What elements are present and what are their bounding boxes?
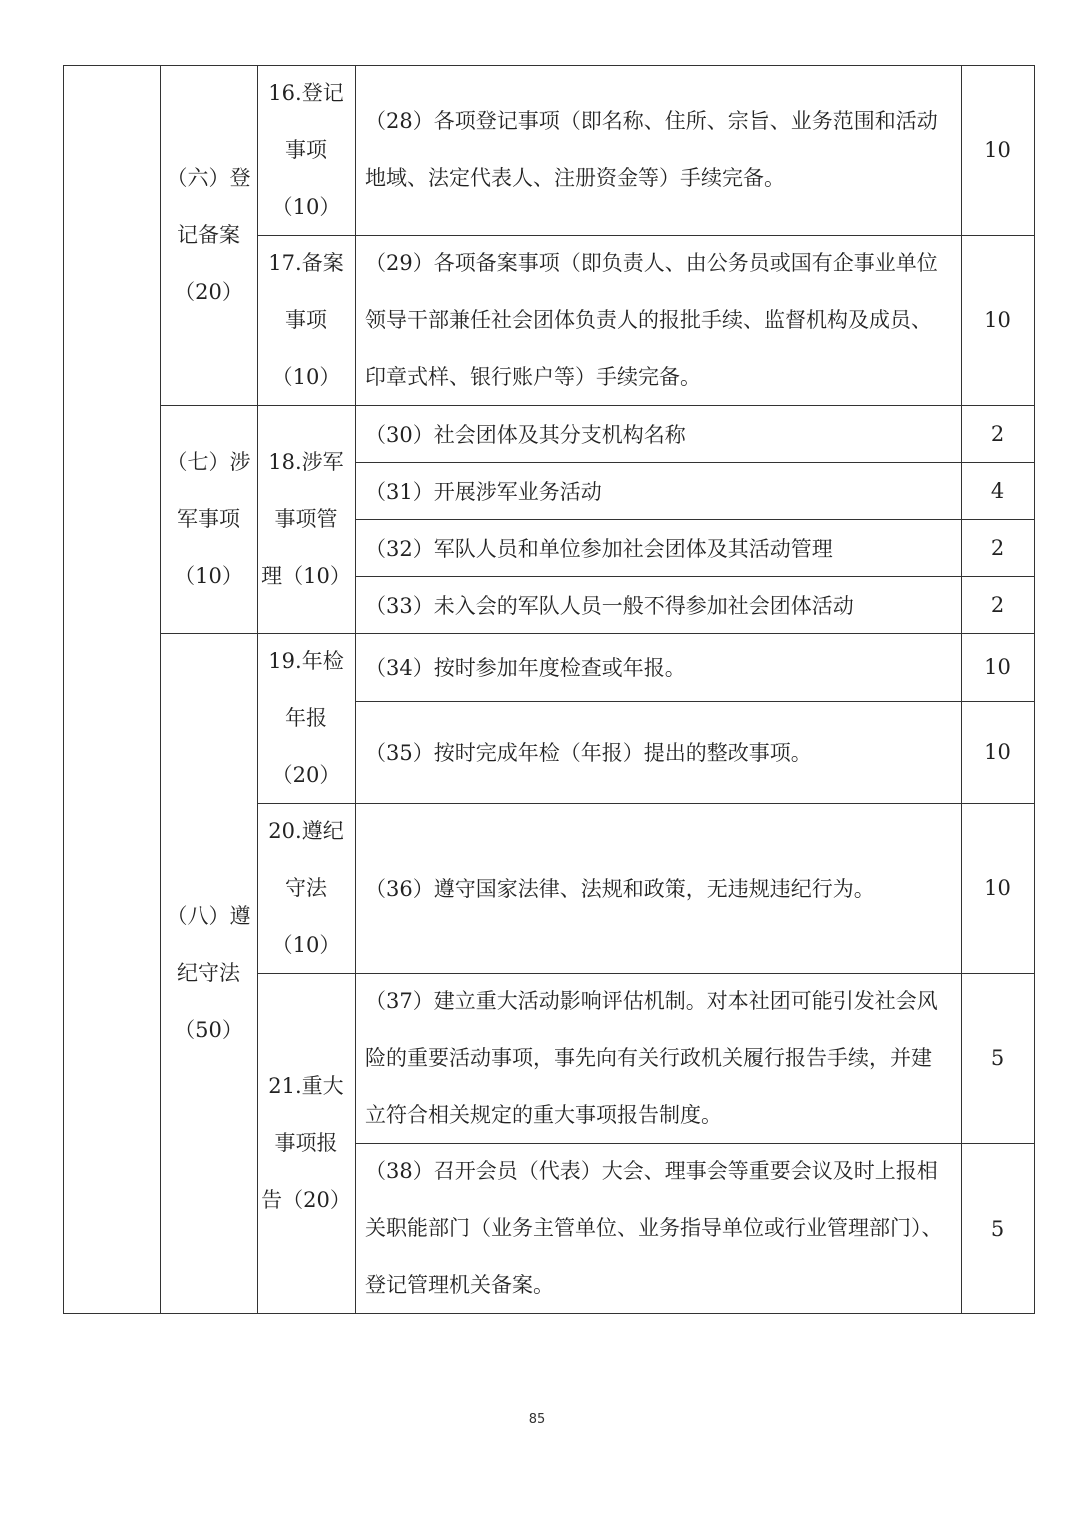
criterion-text: （38）召开会员（代表）大会、理事会等重要会议及时上报相 关职能部门（业务主管单位、业务指导单位或行业管理部门）、 登记管理机关备案。 xyxy=(365,1159,943,1297)
criterion-cell xyxy=(355,519,961,576)
score-cell xyxy=(961,973,1034,1143)
score-value: 5 xyxy=(990,1216,1005,1241)
item-cell xyxy=(257,65,355,235)
category-cell xyxy=(160,65,257,405)
score-value: 10 xyxy=(984,308,1011,332)
item-cell xyxy=(257,973,355,1314)
score-cell xyxy=(961,803,1034,973)
score-value: 10 xyxy=(984,138,1011,162)
criterion-cell xyxy=(355,235,961,405)
criterion-cell xyxy=(355,973,961,1143)
score-value: 10 xyxy=(984,655,1011,679)
criterion-cell xyxy=(355,803,961,973)
score-cell xyxy=(961,1143,1034,1314)
item-cell xyxy=(257,803,355,973)
score-value: 10 xyxy=(984,876,1011,900)
criterion-text: （37）建立重大活动影响评估机制。对本社团可能引发社会风 险的重要活动事项，事先向有关行政机关履行报告手续，并建 立符合相关规定的重大事项报告制度。 xyxy=(365,988,938,1127)
item-label: 18.涉军 事项管 理（10） xyxy=(261,449,351,588)
table-border-right xyxy=(1034,65,1035,1314)
item-label: 21.重大 事项报 告（20） xyxy=(261,1074,351,1212)
item-label: 20.遵纪 守法 （10） xyxy=(268,818,344,957)
criterion-text: （35）按时完成年检（年报）提出的整改事项。 xyxy=(365,741,812,765)
criterion-text: （32）军队人员和单位参加社会团体及其活动管理 xyxy=(365,536,833,561)
score-value: 4 xyxy=(990,478,1005,503)
score-cell xyxy=(961,405,1034,462)
score-value: 2 xyxy=(990,421,1005,446)
evaluation-table xyxy=(63,65,1035,1314)
score-cell xyxy=(961,576,1034,633)
page-number: 85 xyxy=(528,1412,546,1427)
item-cell xyxy=(257,405,355,633)
criterion-text: （29）各项备案事项（即负责人、由公务员或国有企事业单位 领导干部兼任社会团体负责人的报批手续、监督机构及成员、 印章式样、银行账户等）手续完备。 xyxy=(365,250,938,389)
criterion-text: （34）按时参加年度检查或年报。 xyxy=(365,656,686,680)
item-cell xyxy=(257,633,355,803)
category-label: （八）遵 纪守法 （50） xyxy=(166,904,251,1042)
criterion-cell xyxy=(355,405,961,462)
score-cell xyxy=(961,701,1034,803)
item-label: 19.年检 年报 （20） xyxy=(268,648,344,787)
score-cell xyxy=(961,519,1034,576)
score-value: 5 xyxy=(990,1046,1005,1070)
score-cell xyxy=(961,65,1034,235)
item-label: 17.备案 事项 （10） xyxy=(268,250,344,389)
score-value: 2 xyxy=(990,592,1005,617)
item-label: 16.登记 事项 （10） xyxy=(268,80,344,219)
criterion-text: （30）社会团体及其分支机构名称 xyxy=(365,422,686,447)
criterion-cell xyxy=(355,701,961,803)
item-cell xyxy=(257,235,355,405)
category-cell xyxy=(160,405,257,633)
criterion-text: （36）遵守国家法律、法规和政策，无违规违纪行为。 xyxy=(365,877,875,901)
score-value: 10 xyxy=(984,740,1011,764)
score-cell xyxy=(961,235,1034,405)
criterion-text: （33）未入会的军队人员一般不得参加社会团体活动 xyxy=(365,593,854,618)
criterion-cell xyxy=(355,1143,961,1314)
score-cell xyxy=(961,462,1034,519)
criterion-cell xyxy=(355,576,961,633)
criterion-cell xyxy=(355,462,961,519)
category-label: （六）登 记备案 （20） xyxy=(166,165,251,304)
criterion-text: （28）各项登记事项（即名称、住所、宗旨、业务范围和活动 地域、法定代表人、注册资金等）手续完备。 xyxy=(365,109,938,190)
criterion-cell xyxy=(355,65,961,235)
criterion-text: （31）开展涉军业务活动 xyxy=(365,479,602,504)
score-value: 2 xyxy=(990,535,1005,560)
category-label: （七）涉 军事项 （10） xyxy=(166,449,251,588)
category-cell xyxy=(160,633,257,1314)
score-cell xyxy=(961,633,1034,701)
table-border-left xyxy=(63,65,64,1314)
criterion-cell xyxy=(355,633,961,701)
